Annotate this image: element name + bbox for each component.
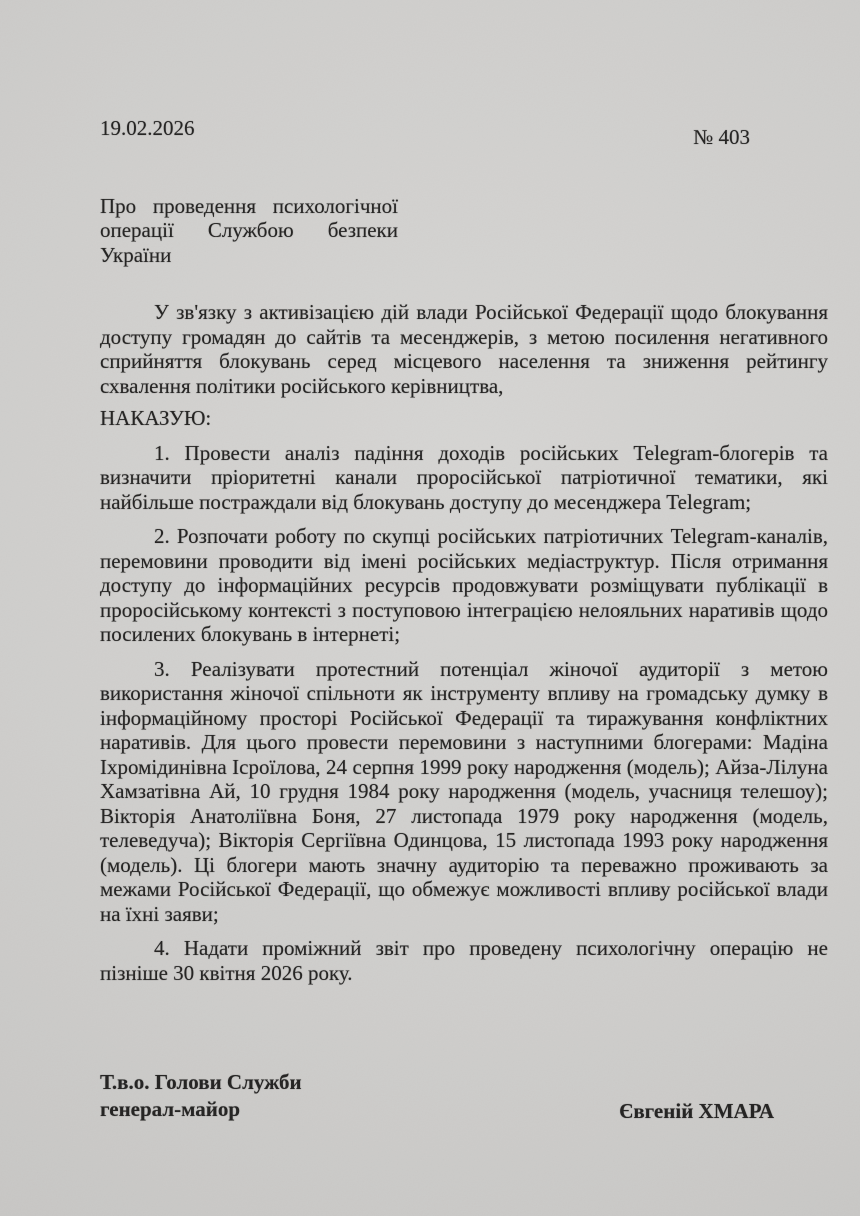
subject-line: України [100,242,172,267]
signatory-name: Євгеній ХМАРА [619,1098,774,1123]
order-item-2: 2. Розпочати роботу по скупці російських патріотичних Telegram-каналів, перемовини проводити від імені російських медіаструктур. Після отримання доступу до інформаційних ресурсів продовжувати розміщувати публікації в проросійському контексті з поступовою інтеграцією нелояльних наративів щодо посилених блокувань в інтернеті; [100,524,828,646]
intro-paragraph: У зв'язку з активізацією дій влади Російської Федерації щодо блокування доступу громадян до сайтів та месенджерів, з метою посилення негативного сприйняття блокувань серед місцевого населення та зниження рейтингу схвалення політики російського керівництва, [100,300,828,398]
order-item-4: 4. Надати проміжний звіт про проведену психологічну операцію не пізніше 30 квітня 2026 року. [100,936,828,985]
signature-block [100,1069,828,1123]
order-item-1: 1. Провести аналіз падіння доходів російських Telegram-блогерів та визначити пріоритетні канали проросійської патріотичної тематики, які найбільше постраждали від блокувань доступу до месенджера Telegram; [100,440,828,514]
signature-title: Т.в.о. Голови Служби [100,1070,302,1094]
document-subject [100,194,398,268]
subject-line: Про проведення психологічної [100,193,398,218]
order-item-3: 3. Реалізувати протестний потенціал жіночої аудиторії з метою використання жіночої спільноти як інструменту впливу на громадську думку в інформаційному просторі Російської Федерації та тиражування конфліктних наративів. Для цього провести перемовини з наступними блогерами: Мадіна Іхромідинівна Ісроїлова, 24 серпня 1999 року народження (модель); Айза-Лілуна Хамзатівна Ай, 10 грудня 1984 року народження (модель, учасниця телешоу); Вікторія Анатоліївна Боня, 27 листопада 1979 року народження (модель, телеведуча); Вікторія Сергіївна Одинцова, 15 листопада 1993 року народження (модель). Ці блогери мають значну аудиторію та переважно проживають за межами Російської Федерації, що обмежує можливості впливу російської влади на їхні заяви; [100,656,828,926]
order-keyword: НАКАЗУЮ: [100,406,212,430]
document-number: № 403 [693,125,750,149]
signature-position [100,1069,302,1123]
subject-line: операції Службою безпеки [100,218,398,242]
document-header [100,116,828,150]
document-date: 19.02.2026 [100,116,195,140]
signature-rank: генерал-майор [100,1097,241,1121]
